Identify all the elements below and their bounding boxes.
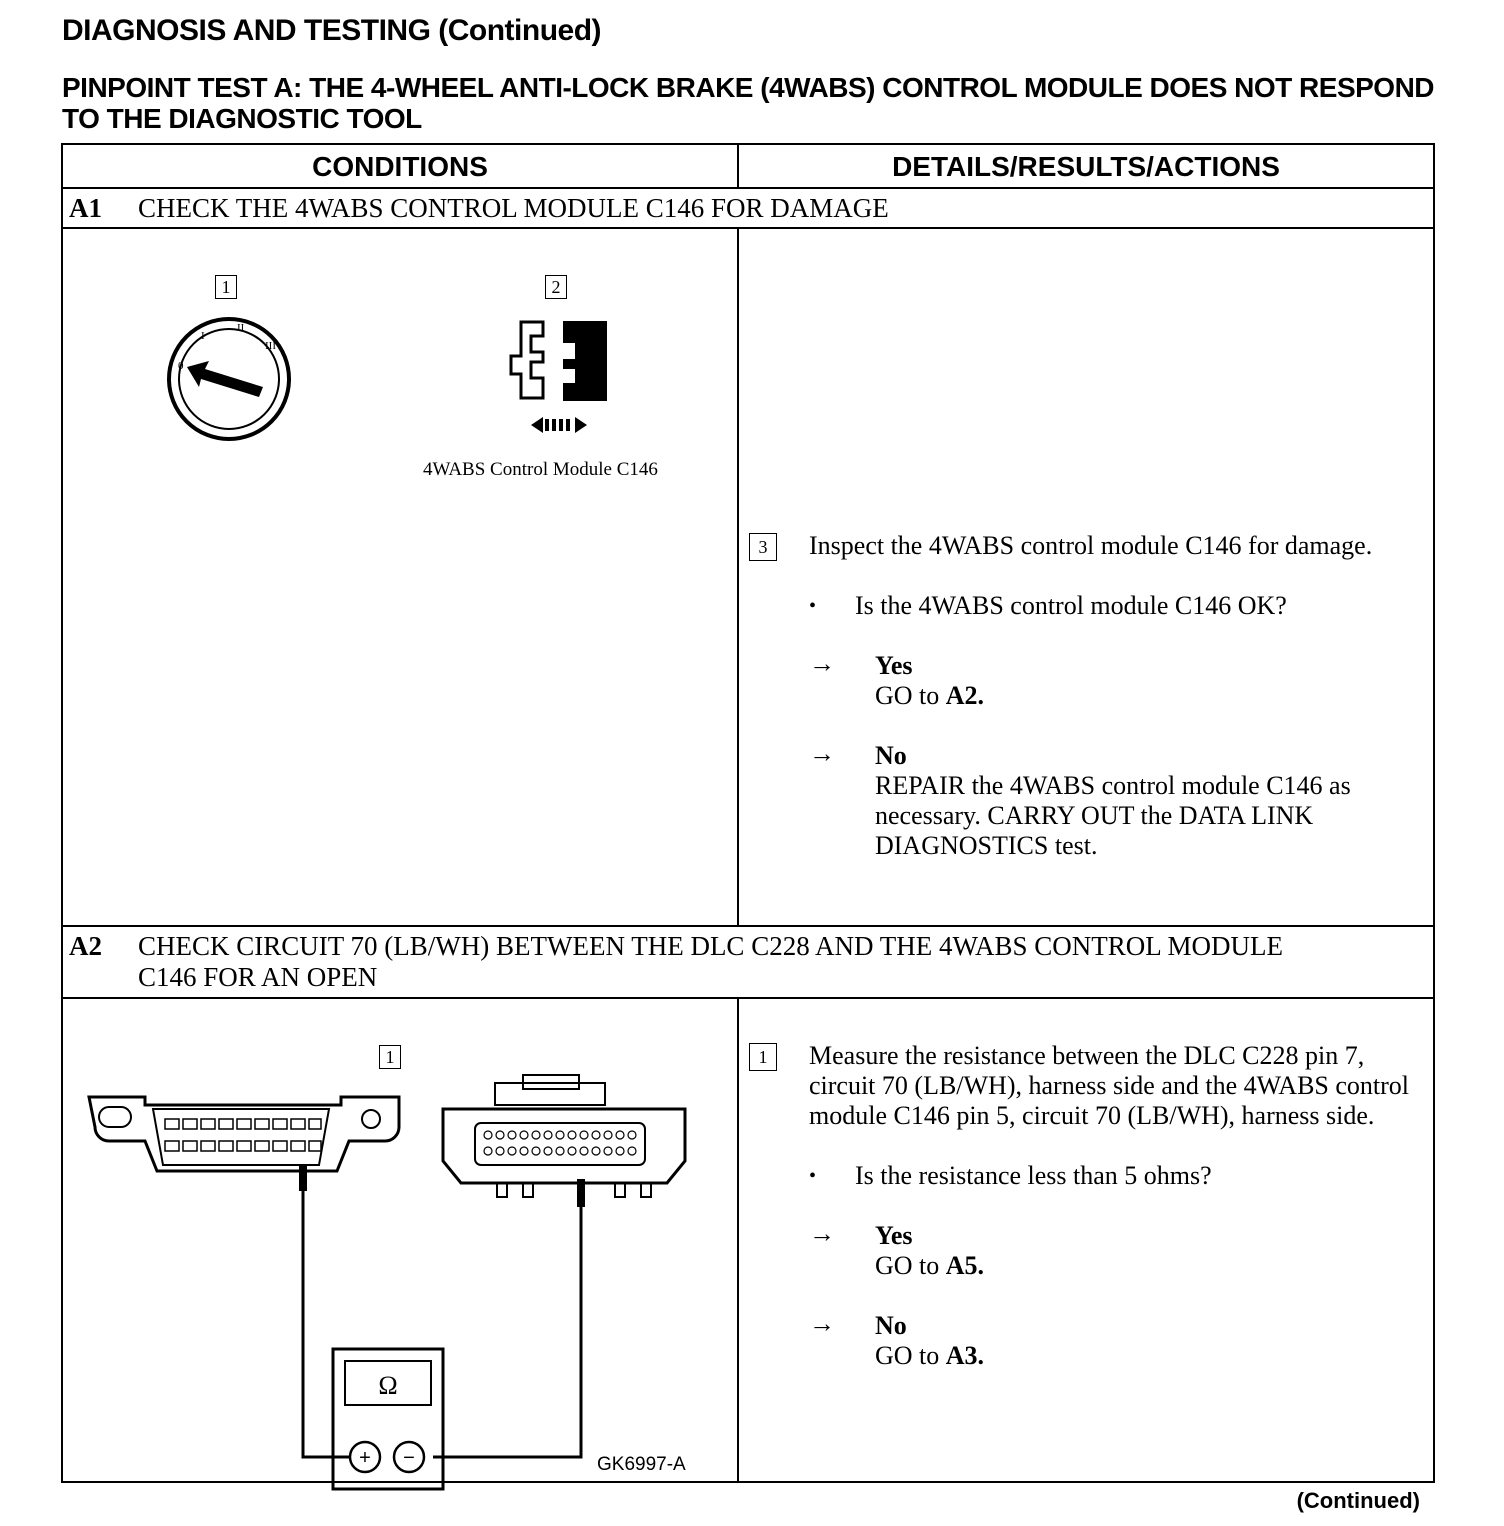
- ohmmeter-icon: [333, 1349, 443, 1489]
- a1-result-no: [809, 741, 1429, 861]
- step-a2-title: CHECK CIRCUIT 70 (LB/WH) BETWEEN THE DLC C228 AND THE 4WABS CONTROL MODULE C146 FOR AN OPEN: [138, 931, 1283, 992]
- step-a2-id: A2: [69, 931, 102, 961]
- a2-result-no: [809, 1311, 1429, 1371]
- a1-callout-1: 1: [215, 275, 237, 299]
- a2-yes-arrow-icon: →: [809, 1219, 835, 1248]
- a1-result-yes: [809, 651, 1429, 711]
- a1-no-text: REPAIR the 4WABS control module C146 as necessary. CARRY OUT the DATA LINK DIAGNOSTICS test.: [875, 771, 1351, 860]
- step-a1-title: CHECK THE 4WABS CONTROL MODULE C146 FOR DAMAGE: [138, 193, 889, 223]
- a2-yes-go: GO to: [875, 1251, 940, 1280]
- continued-footer: (Continued): [1296, 1488, 1420, 1513]
- a2-bullet: •: [809, 1165, 817, 1187]
- a2-question-text: Is the resistance less than 5 ohms?: [855, 1161, 1212, 1190]
- a2-action-number: 1: [749, 1043, 777, 1071]
- a1-question: [809, 591, 1429, 621]
- details-header: DETAILS/RESULTS/ACTIONS: [892, 151, 1280, 182]
- a2-result-yes: [809, 1221, 1429, 1281]
- a2-no-arrow-icon: →: [809, 1309, 835, 1338]
- a2-question: [809, 1161, 1429, 1191]
- a1-yes-go: GO to: [875, 681, 940, 710]
- a2-figure: [63, 999, 737, 1483]
- ignition-mark-1: I: [201, 330, 205, 342]
- a2-action: [749, 1041, 1429, 1371]
- a1-figure: [63, 229, 737, 925]
- a1-question-text: Is the 4WABS control module C146 OK?: [855, 591, 1287, 620]
- minus-terminal: −: [403, 1447, 415, 1469]
- a2-no-target: A3.: [945, 1341, 985, 1370]
- a2-no-go: GO to: [875, 1341, 940, 1370]
- a1-bottom-divider: [63, 925, 1433, 927]
- a2-callout-1: 1: [379, 1045, 401, 1069]
- pinpoint-test-title: PINPOINT TEST A: THE 4-WHEEL ANTI-LOCK BRAKE (4WABS) CONTROL MODULE DOES NOT RESPOND TO THE DIAGNOSTIC TOOL: [62, 72, 1435, 134]
- plus-terminal: +: [359, 1447, 371, 1469]
- a1-yes-target: A2.: [945, 681, 985, 710]
- dlc-c228-connector-icon: [89, 1097, 399, 1171]
- a2-yes-target: A5.: [945, 1251, 985, 1280]
- a1-yes-arrow-icon: →: [809, 649, 835, 678]
- a1-callout-2: 2: [545, 275, 567, 299]
- a1-connector-caption: 4WABS Control Module C146: [423, 459, 658, 480]
- a1-action-number: 3: [749, 533, 777, 561]
- ohm-symbol: Ω: [378, 1371, 398, 1400]
- a1-no-arrow-icon: →: [809, 739, 835, 768]
- column-divider-a1: [737, 229, 739, 925]
- conditions-header: CONDITIONS: [312, 151, 488, 182]
- procedure-table: [61, 143, 1435, 1483]
- a1-bullet: •: [809, 595, 817, 617]
- c146-harness-connector-icon: [443, 1075, 685, 1197]
- a1-no-label: No: [875, 741, 907, 770]
- ignition-mark-3: III: [265, 340, 276, 352]
- a1-action: [749, 531, 1429, 861]
- c146-connector-icon: [491, 317, 631, 447]
- a2-no-label: No: [875, 1311, 907, 1340]
- figure-code: GK6997-A: [597, 1454, 686, 1475]
- ignition-mark-off: 0: [178, 360, 184, 372]
- ignition-switch-icon: [159, 309, 299, 449]
- column-divider-a2: [737, 999, 739, 1483]
- a2-instruction: Measure the resistance between the DLC C228 pin 7, circuit 70 (LB/WH), harness side and the 4WABS control module C146 pin 5, circuit 70 (LB/WH), harness side.: [809, 1041, 1410, 1130]
- section-title: DIAGNOSIS AND TESTING (Continued): [62, 14, 602, 47]
- a1-instruction: Inspect the 4WABS control module C146 for damage.: [809, 531, 1373, 560]
- a1-yes-label: Yes: [875, 651, 913, 680]
- a2-yes-label: Yes: [875, 1221, 913, 1250]
- step-a1-id: A1: [69, 193, 102, 223]
- ignition-mark-2: II: [237, 322, 245, 334]
